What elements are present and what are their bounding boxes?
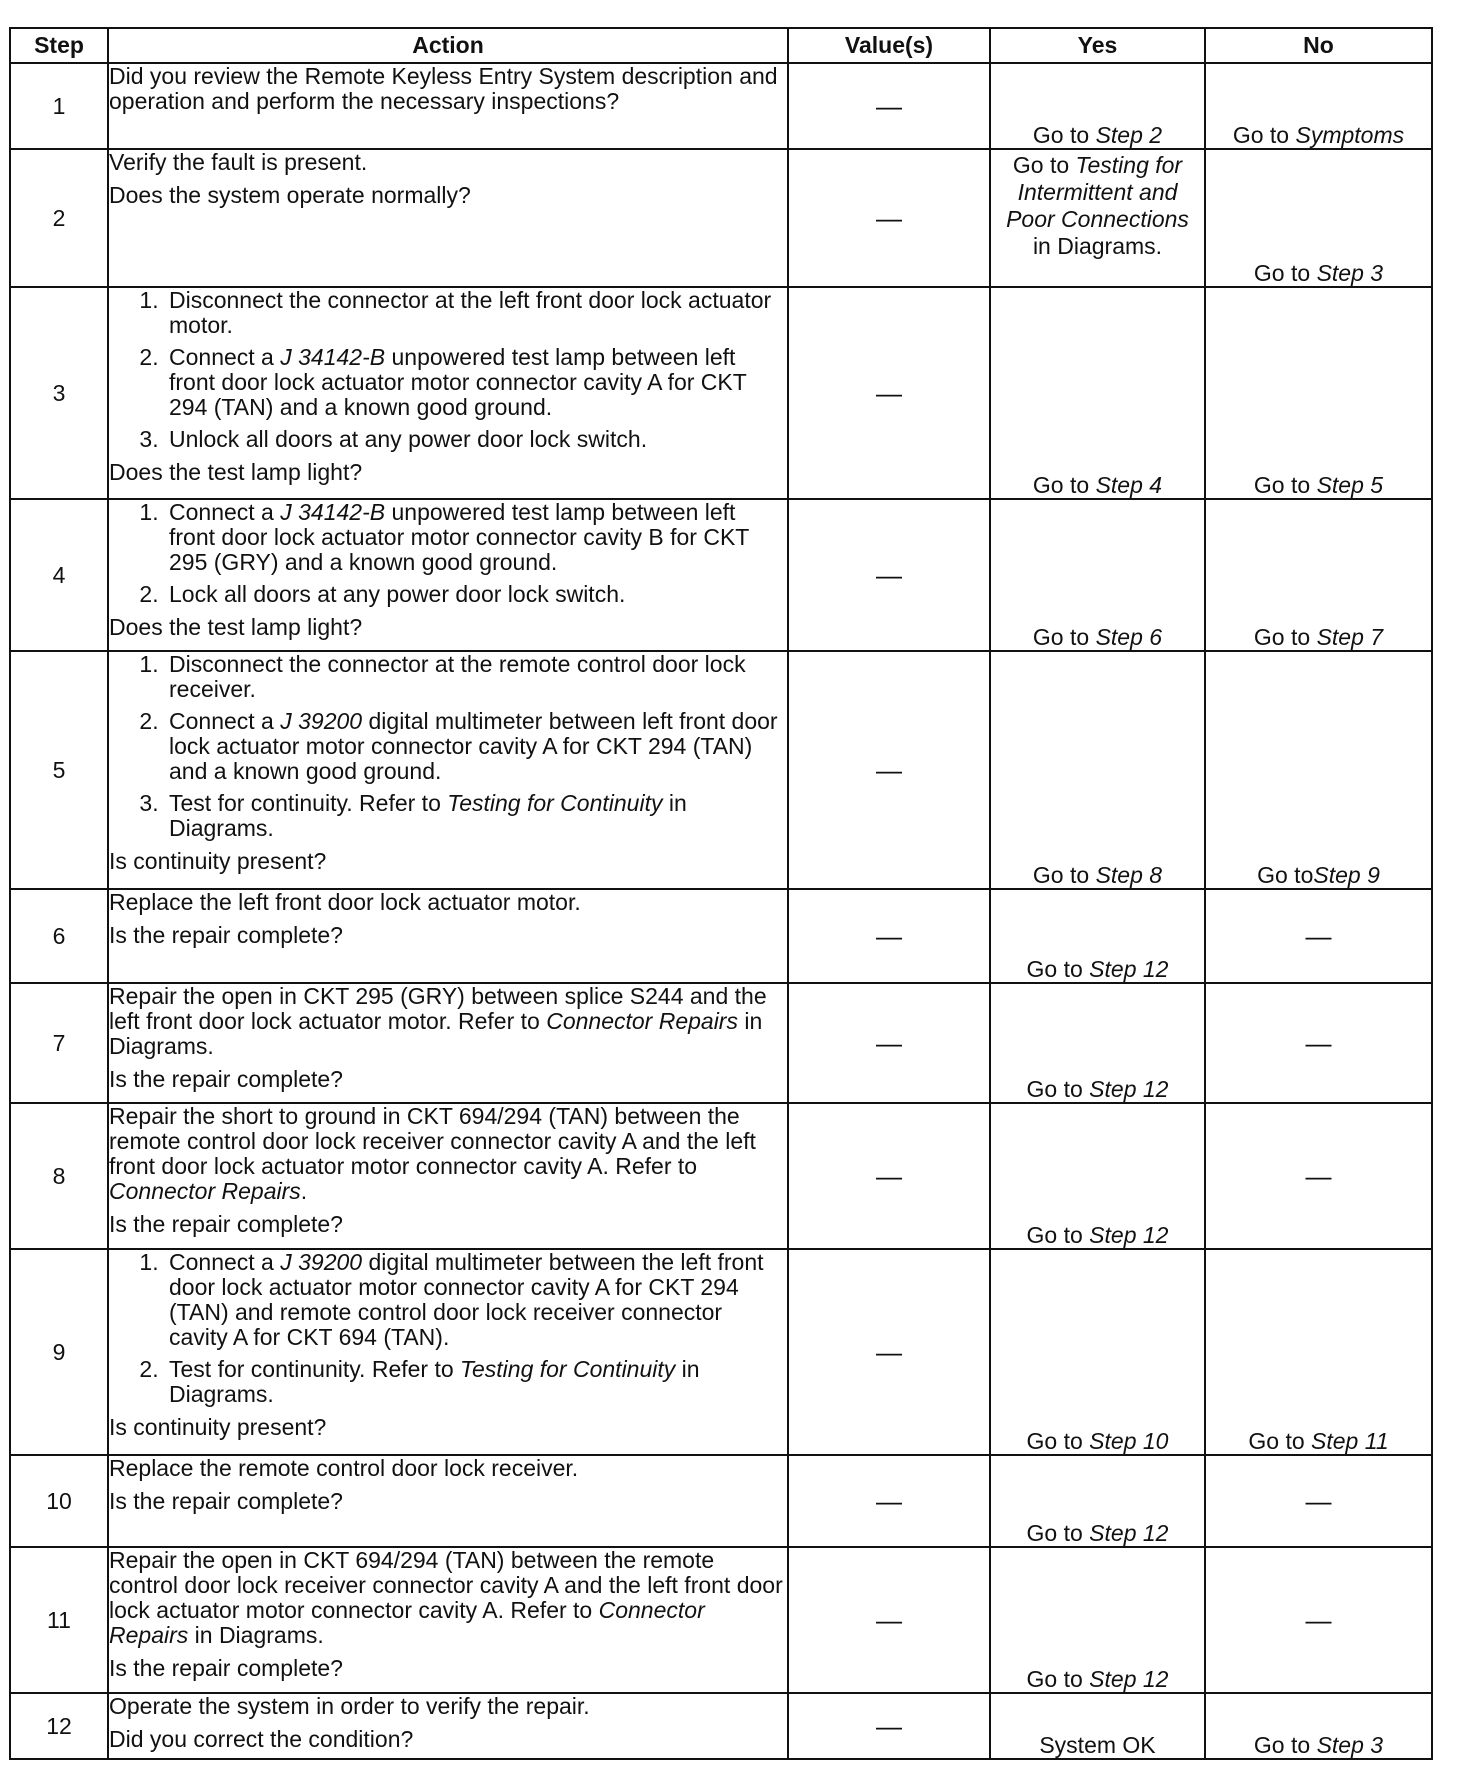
yes-cell: [990, 63, 1205, 149]
substep: 1. Disconnect the connector at the left front door lock actuator motor.: [165, 288, 787, 338]
no-cell: [1205, 149, 1432, 287]
no-step-ref: Step 11: [1311, 1428, 1389, 1454]
no-cell: —: [1205, 983, 1432, 1103]
substep-text: digital multimeter between left front door lock actuator motor connector cavity A for CKT 294 (TAN) and a known good ground.: [169, 708, 778, 784]
step-number: 12: [10, 1693, 108, 1759]
substep-text: in Diagrams.: [169, 1356, 700, 1407]
table-row: [10, 499, 1432, 651]
value-cell: —: [788, 1103, 990, 1249]
no-cell: [1205, 1249, 1432, 1455]
header-yes: Yes: [990, 28, 1205, 63]
yes-prefix: Go to: [1026, 1222, 1090, 1248]
value-cell: —: [788, 1547, 990, 1693]
no-step-ref: Step 3: [1316, 260, 1384, 286]
value-cell: —: [788, 651, 990, 889]
yes-step-ref: Step 12: [1089, 1666, 1169, 1692]
action-text-part: Repair the open in CKT 295 (GRY) between splice S244 and the left front door lock actuator motor. Refer to: [109, 983, 767, 1034]
no-prefix: Go to: [1253, 260, 1317, 286]
value-cell: —: [788, 1693, 990, 1759]
substep: 2. Lock all doors at any power door lock switch.: [165, 582, 787, 607]
action-text-part: Repair the short to ground in CKT 694/294 (TAN) between the remote control door lock receiver connector cavity A and the left front door lock actuator motor connector cavity A. Refer to: [109, 1103, 756, 1179]
value-cell: —: [788, 889, 990, 983]
table-row: [10, 1455, 1432, 1547]
tool-number: J 34142-B: [280, 499, 386, 525]
no-prefix: Go to: [1232, 122, 1296, 148]
no-prefix: Go to: [1248, 1428, 1312, 1454]
header-action: Action: [108, 28, 788, 63]
action-cell: [108, 499, 788, 651]
yes-cell: [990, 983, 1205, 1103]
step-number: 5: [10, 651, 108, 889]
action-cell: [108, 983, 788, 1103]
substep: [165, 791, 787, 841]
yes-reference-block: [991, 152, 1204, 260]
yes-cell: [990, 287, 1205, 499]
substep: [165, 1250, 787, 1350]
action-question: Is the repair complete?: [109, 1211, 343, 1237]
substep: [165, 500, 787, 575]
yes-prefix: Go to: [1012, 152, 1076, 178]
value-cell: —: [788, 499, 990, 651]
doc-reference: Connector Repairs: [109, 1597, 705, 1648]
doc-reference: Testing for Continuity: [447, 790, 663, 816]
action-cell: [108, 1693, 788, 1759]
yes-step-ref: Step 6: [1095, 624, 1163, 650]
action-cell: [108, 889, 788, 983]
action-text-part: in Diagrams.: [109, 1008, 763, 1059]
yes-prefix: Go to: [1032, 624, 1096, 650]
action-substeps: [109, 288, 787, 452]
yes-prefix: Go to: [1032, 472, 1096, 498]
action-question: Did you correct the condition?: [109, 1726, 414, 1752]
action-text: [109, 984, 787, 1059]
yes-step-ref: Step 10: [1089, 1428, 1169, 1454]
no-step-ref: Step 9: [1313, 862, 1380, 888]
yes-step-ref: Step 8: [1095, 862, 1163, 888]
yes-step-ref: Step 12: [1089, 956, 1169, 982]
action-cell: [108, 149, 788, 287]
action-question: Is the repair complete?: [109, 922, 343, 948]
no-cell: —: [1205, 1103, 1432, 1249]
action-cell: [108, 651, 788, 889]
header-values: Value(s): [788, 28, 990, 63]
value-cell: —: [788, 1249, 990, 1455]
yes-step-ref: Step 12: [1089, 1222, 1169, 1248]
step-number: 10: [10, 1455, 108, 1547]
substep-text: Test for continunity. Refer to: [169, 1356, 461, 1382]
table-row: [10, 889, 1432, 983]
action-question: Is the repair complete?: [109, 1655, 343, 1681]
step-number: 6: [10, 889, 108, 983]
yes-step-ref: Step 12: [1089, 1520, 1169, 1546]
no-cell: [1205, 63, 1432, 149]
no-cell: [1205, 651, 1432, 889]
action-text: Verify the fault is present.: [109, 149, 368, 175]
action-substeps: [109, 652, 787, 841]
action-text: Operate the system in order to verify the repair.: [109, 1693, 590, 1719]
step-number: 11: [10, 1547, 108, 1693]
action-text-part: Repair the open in CKT 694/294 (TAN) between the remote control door lock receiver connector cavity A and the left front door lock actuator motor connector cavity A. Refer to: [109, 1547, 783, 1623]
yes-prefix: Go to: [1026, 956, 1090, 982]
yes-cell: [990, 1455, 1205, 1547]
action-question: Does the system operate normally?: [109, 182, 471, 208]
no-cell: [1205, 1693, 1432, 1759]
no-prefix: Go to: [1257, 862, 1314, 888]
action-text: Replace the left front door lock actuator motor.: [109, 889, 581, 915]
yes-prefix: Go to: [1026, 1428, 1090, 1454]
yes-cell: [990, 889, 1205, 983]
yes-cell: [990, 651, 1205, 889]
no-cell: [1205, 499, 1432, 651]
action-question: Does the test lamp light?: [109, 459, 363, 485]
action-question: Is the repair complete?: [109, 1488, 343, 1514]
step-number: 1: [10, 63, 108, 149]
action-text: [109, 1104, 787, 1204]
action-question: Is continuity present?: [109, 1414, 327, 1440]
yes-cell: [990, 1249, 1205, 1455]
yes-suffix: in Diagrams.: [1032, 233, 1163, 259]
yes-prefix: Go to: [1026, 1076, 1090, 1102]
no-prefix: Go to: [1253, 1732, 1317, 1758]
header-no: No: [1205, 28, 1432, 63]
doc-reference: Connector Repairs: [546, 1008, 738, 1034]
action-cell: [108, 1103, 788, 1249]
action-cell: [108, 287, 788, 499]
tool-number: J 39200: [280, 1249, 363, 1275]
substep-text: Connect a: [169, 1249, 281, 1275]
table-row: [10, 149, 1432, 287]
table-row: [10, 651, 1432, 889]
yes-cell: [990, 499, 1205, 651]
substep-text: Connect a: [169, 344, 281, 370]
action-text: [109, 1548, 787, 1648]
action-question: Is continuity present?: [109, 848, 327, 874]
yes-cell: System OK: [990, 1693, 1205, 1759]
action-question: Is the repair complete?: [109, 1066, 343, 1092]
action-cell: [108, 1249, 788, 1455]
step-number: 9: [10, 1249, 108, 1455]
value-cell: —: [788, 287, 990, 499]
step-number: 2: [10, 149, 108, 287]
table-row: [10, 63, 1432, 149]
value-cell: —: [788, 149, 990, 287]
header-step: Step: [10, 28, 108, 63]
yes-prefix: Go to: [1032, 122, 1096, 148]
action-question: Does the test lamp light?: [109, 614, 363, 640]
tool-number: J 39200: [280, 708, 363, 734]
doc-reference: Testing for Continuity: [460, 1356, 676, 1382]
action-text-part: in Diagrams.: [188, 1622, 324, 1648]
no-prefix: Go to: [1253, 472, 1317, 498]
step-number: 7: [10, 983, 108, 1103]
doc-reference: Connector Repairs: [109, 1178, 301, 1204]
no-step-ref: Symptoms: [1295, 122, 1405, 148]
no-step-ref: Step 5: [1316, 472, 1384, 498]
substep-text: in Diagrams.: [169, 790, 687, 841]
table-row: [10, 1103, 1432, 1249]
yes-cell: [990, 1547, 1205, 1693]
action-text-part: .: [300, 1178, 308, 1204]
value-cell: —: [788, 63, 990, 149]
no-cell: —: [1205, 1547, 1432, 1693]
yes-step-ref: Step 4: [1095, 472, 1163, 498]
no-cell: [1205, 287, 1432, 499]
yes-step-ref: Step 2: [1095, 122, 1163, 148]
step-number: 4: [10, 499, 108, 651]
substep: 3. Unlock all doors at any power door lock switch.: [165, 427, 787, 452]
yes-prefix: Go to: [1026, 1520, 1090, 1546]
no-cell: —: [1205, 1455, 1432, 1547]
substep-text: digital multimeter between the left front door lock actuator motor connector cavity A for CKT 294 (TAN) and remote control door lock receiver connector cavity A for CKT 694 (TAN).: [169, 1249, 764, 1350]
header-row: [10, 28, 1432, 63]
substep: [165, 709, 787, 784]
tool-number: J 34142-B: [280, 344, 386, 370]
substep-text: Connect a: [169, 499, 281, 525]
yes-ref-line-3: Poor Connections: [1006, 206, 1189, 232]
diagnostic-table: [9, 27, 1433, 1760]
yes-prefix: Go to: [1032, 862, 1096, 888]
yes-ref-line-1: Testing for: [1075, 152, 1183, 178]
step-number: 3: [10, 287, 108, 499]
substep: [165, 1357, 787, 1407]
action-substeps: [109, 1250, 787, 1407]
action-cell: [108, 1455, 788, 1547]
no-step-ref: Step 3: [1316, 1732, 1384, 1758]
substep-text: unpowered test lamp between left front door lock actuator motor connector cavity B for CKT 295 (GRY) and a known good ground.: [169, 499, 749, 575]
step-number: 8: [10, 1103, 108, 1249]
no-step-ref: Step 7: [1316, 624, 1384, 650]
table-row: [10, 1547, 1432, 1693]
yes-prefix: Go to: [1026, 1666, 1090, 1692]
yes-ref-line-2: Intermittent and: [1017, 179, 1178, 205]
table-row: [10, 1249, 1432, 1455]
no-prefix: Go to: [1253, 624, 1317, 650]
substep: 1. Disconnect the connector at the remote control door lock receiver.: [165, 652, 787, 702]
table-row: [10, 983, 1432, 1103]
table-row: [10, 1693, 1432, 1759]
yes-cell: [990, 1103, 1205, 1249]
value-cell: —: [788, 1455, 990, 1547]
yes-step-ref: Step 12: [1089, 1076, 1169, 1102]
table-row: [10, 287, 1432, 499]
yes-cell: [990, 149, 1205, 287]
action-cell: [108, 63, 788, 149]
substep-text: Connect a: [169, 708, 281, 734]
action-text: Did you review the Remote Keyless Entry System description and operation and perform the necessary inspections?: [109, 63, 778, 114]
action-text: Replace the remote control door lock receiver.: [109, 1455, 579, 1481]
action-substeps: [109, 500, 787, 607]
substep-text: unpowered test lamp between left front door lock actuator motor connector cavity A for CKT 294 (TAN) and a known good ground.: [169, 344, 747, 420]
action-cell: [108, 1547, 788, 1693]
substep-text: Test for continuity. Refer to: [169, 790, 448, 816]
value-cell: —: [788, 983, 990, 1103]
substep: [165, 345, 787, 420]
no-cell: —: [1205, 889, 1432, 983]
